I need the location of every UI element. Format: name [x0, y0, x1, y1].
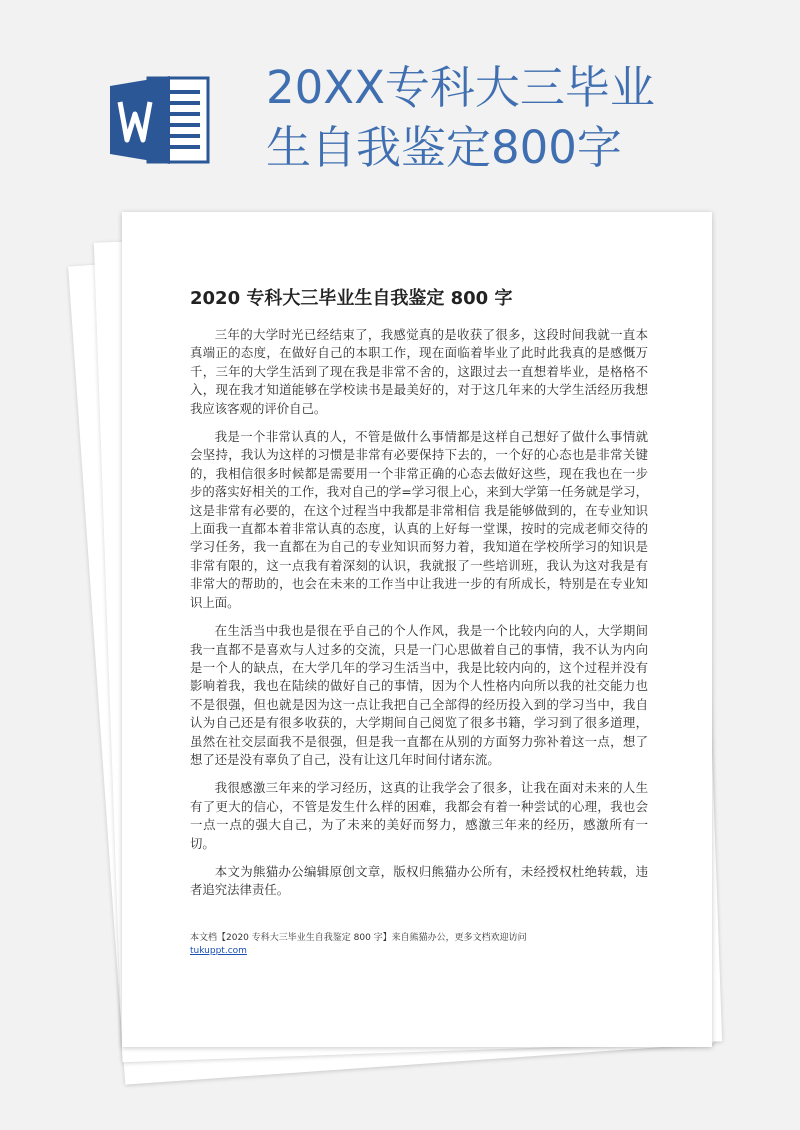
paragraph: 我是一个非常认真的人，不管是做什么事情都是这样自己想好了做什么事情就会坚持，我认为这样的习惯是非常有必要保持下去的，一个好的心态也是非常关键的，我相信很多时候都是需要用一个非常正确的心态去做好这些，现在我也在一步步的落实好相关的工作，我对自己的学=学习很上心，来到大学第一任务就是学习，这是非常有必要的，在这个过程当中我都是非常相信 我是能够做到的，在专业知识上面我一直都本着非常认真的态度，认真的上好每一堂课，按时的完成老师交待的学习任务，我一直都在为自己的专业知识而努力着，我知道在学校所学习的知识是非常有限的，这一点我有着深刻的认识，我就报了一些培训班，我认为这对我是有非常大的帮助的，也会在未来的工作当中让我进一步的有所成长，特别是在专业知识上面。 [190, 429, 648, 610]
document-body [190, 326, 648, 910]
header [0, 0, 800, 210]
document-title-banner: 20XX专科大三毕业生自我鉴定800字 [266, 61, 655, 174]
footer-link[interactable]: tukuppt.com [190, 946, 247, 956]
footer-note-text: 本文档【2020 专科大三毕业生自我鉴定 800 字】来自熊猫办公，更多文档欢迎访问 [190, 933, 527, 943]
page-title: 2020 专科大三毕业生自我鉴定 800 字 [190, 288, 513, 309]
paragraph: 在生活当中我也是很在乎自己的个人作风，我是一个比较内向的人，大学期间我一直都不是喜欢与人过多的交流，只是一门心思做着自己的事情，我不认为内向是一个人的缺点，在大学几年的学习生活当中，我是比较内向的，这个过程并没有影响着我，我也在陆续的做好自己的事情，因为个人性格内向所以我的社交能力也不是很强，但也就是因为这一点让我把自己全部得的经历投入到的学习当中，我自认为自己还是有很多收获的，大学期间自己阅览了很多书籍，学习到了很多道理，虽然在社交层面我不是很强，但是我一直都在从别的方面努力弥补着这一点，想了想了还是没有辜负了自己，没有让这几年时间付诸东流。 [190, 623, 648, 767]
paragraph: 三年的大学时光已经结束了，我感觉真的是收获了很多，这段时间我就一直本真端正的态度，在做好自己的本职工作，现在面临着毕业了此时此我真的是感慨万千，三年的大学生活到了现在我是非常不舍的，这跟过去一直想着毕业，是格格不入，现在我才知道能够在学校读书是最美好的，对于这几年来的大学生活经历我想我应该客观的评价自己。 [190, 327, 648, 416]
paragraph: 我很感激三年来的学习经历，这真的让我学会了很多，让我在面对未来的人生有了更大的信心，不管是发生什么样的困难，我都会有着一种尝试的心理，我也会一点一点的强大自己，为了未来的美好而努力，感激三年来的经历，感激所有一切。 [190, 780, 648, 851]
paragraph: 本文为熊猫办公编辑原创文章，版权归熊猫办公所有，未经授权杜绝转载，违者追究法律责任。 [190, 863, 648, 898]
word-document-icon [108, 74, 212, 166]
document-page [122, 212, 712, 1047]
footer-note [190, 932, 650, 958]
